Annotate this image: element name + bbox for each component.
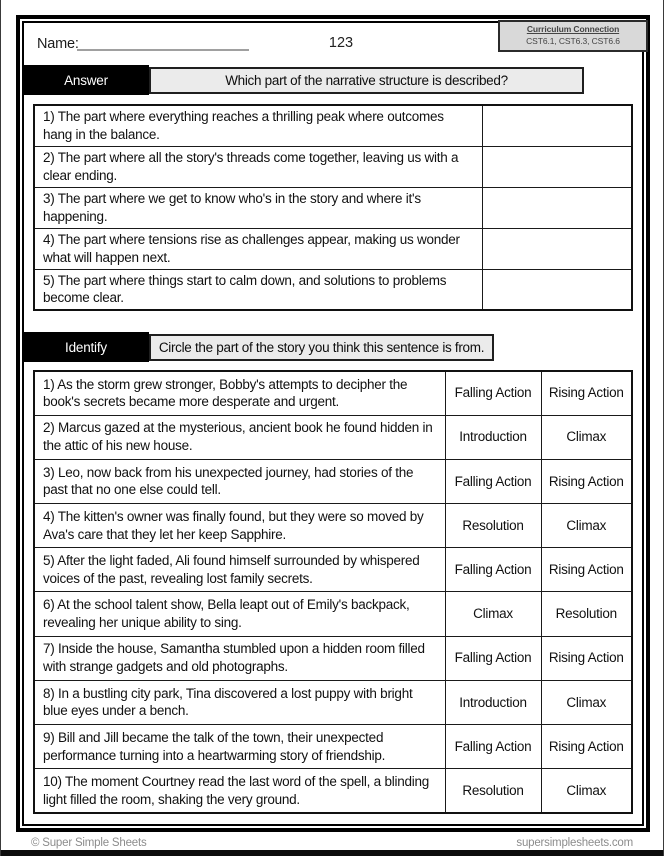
- option-cell[interactable]: Climax: [541, 680, 632, 724]
- copyright-text: © Super Simple Sheets: [31, 837, 147, 849]
- option-cell[interactable]: Introduction: [445, 415, 541, 459]
- answer-blank-cell[interactable]: [482, 228, 632, 269]
- identify-sentence: 9) Bill and Jill became the talk of the town, their unexpected performance turning into a heartwarming story of friendship.: [34, 725, 445, 769]
- option-cell[interactable]: Resolution: [445, 504, 541, 548]
- identify-table-row: [34, 459, 632, 503]
- option-cell[interactable]: Climax: [541, 769, 632, 813]
- answer-blank-cell[interactable]: [482, 105, 632, 146]
- option-cell[interactable]: Rising Action: [541, 371, 632, 415]
- option-cell[interactable]: Falling Action: [445, 636, 541, 680]
- identify-table-row: [34, 636, 632, 680]
- identify-section-instruction: Circle the part of the story you think this sentence is from.: [149, 334, 494, 361]
- identify-table-row: [34, 504, 632, 548]
- answer-table-row: [34, 187, 632, 228]
- option-cell[interactable]: Climax: [541, 415, 632, 459]
- answer-blank-cell[interactable]: [482, 146, 632, 187]
- identify-table-row: [34, 725, 632, 769]
- identify-table: [33, 370, 633, 814]
- answer-table-row: [34, 228, 632, 269]
- option-cell[interactable]: Introduction: [445, 680, 541, 724]
- identify-table-row: [34, 548, 632, 592]
- page-number: 123: [328, 35, 354, 51]
- option-cell[interactable]: Falling Action: [445, 725, 541, 769]
- answer-prompt: 1) The part where everything reaches a thrilling peak where outcomes hang in the balance.: [34, 105, 482, 146]
- name-label: Name:: [37, 36, 79, 52]
- identify-table-row: [34, 680, 632, 724]
- answer-table: [33, 104, 633, 311]
- identify-sentence: 4) The kitten's owner was finally found, but they were so moved by Ava's care that they let her keep Sapphire.: [34, 504, 445, 548]
- option-cell[interactable]: Rising Action: [541, 459, 632, 503]
- option-cell[interactable]: Falling Action: [445, 371, 541, 415]
- answer-blank-cell[interactable]: [482, 187, 632, 228]
- answer-section-label: Answer: [23, 65, 149, 95]
- identify-table-row: [34, 592, 632, 636]
- identify-table-row: [34, 769, 632, 813]
- answer-table-row: [34, 146, 632, 187]
- option-cell[interactable]: Rising Action: [541, 725, 632, 769]
- answer-blank-cell[interactable]: [482, 269, 632, 310]
- option-cell[interactable]: Rising Action: [541, 548, 632, 592]
- answer-table-row: [34, 105, 632, 146]
- identify-sentence: 3) Leo, now back from his unexpected journey, had stories of the past that no one else could tell.: [34, 459, 445, 503]
- identify-sentence: 2) Marcus gazed at the mysterious, ancient book he found hidden in the attic of his new house.: [34, 415, 445, 459]
- answer-prompt: 4) The part where tensions rise as challenges appear, making us wonder what will happen next.: [34, 228, 482, 269]
- option-cell[interactable]: Falling Action: [445, 548, 541, 592]
- curriculum-title: Curriculum Connection: [526, 24, 620, 35]
- answer-table-row: [34, 269, 632, 310]
- answer-prompt: 5) The part where things start to calm down, and solutions to problems become clear.: [34, 269, 482, 310]
- identify-section-bar: [23, 332, 494, 362]
- identify-sentence: 8) In a bustling city park, Tina discovered a lost puppy with bright blue eyes under a bench.: [34, 680, 445, 724]
- answer-prompt: 3) The part where we get to know who's in the story and where it's happening.: [34, 187, 482, 228]
- curriculum-connection-box: [498, 20, 648, 52]
- answer-prompt: 2) The part where all the story's threads come together, leaving us with a clear ending.: [34, 146, 482, 187]
- answer-section-instruction: Which part of the narrative structure is described?: [149, 67, 584, 94]
- identify-section-label: Identify: [23, 332, 149, 362]
- identify-sentence: 1) As the storm grew stronger, Bobby's attempts to decipher the book's secrets became more desperate and urgent.: [34, 371, 445, 415]
- website-text: supersimplesheets.com: [516, 837, 633, 849]
- option-cell[interactable]: Rising Action: [541, 636, 632, 680]
- identify-table-row: [34, 415, 632, 459]
- identify-sentence: 10) The moment Courtney read the last word of the spell, a blinding light filled the room, shaking the very ground.: [34, 769, 445, 813]
- option-cell[interactable]: Falling Action: [445, 459, 541, 503]
- name-input-line[interactable]: [77, 36, 249, 51]
- option-cell[interactable]: Climax: [541, 504, 632, 548]
- identify-table-row: [34, 371, 632, 415]
- curriculum-codes: CST6.1, CST6.3, CST6.6: [526, 36, 620, 46]
- option-cell[interactable]: Climax: [445, 592, 541, 636]
- option-cell[interactable]: Resolution: [445, 769, 541, 813]
- identify-sentence: 5) After the light faded, Ali found himself surrounded by whispered voices of the past, revealing lost family secrets.: [34, 548, 445, 592]
- identify-sentence: 7) Inside the house, Samantha stumbled upon a hidden room filled with strange gadgets and old photographs.: [34, 636, 445, 680]
- answer-section-bar: [23, 65, 584, 95]
- identify-sentence: 6) At the school talent show, Bella leapt out of Emily's backpack, revealing her unique ability to sing.: [34, 592, 445, 636]
- page-bottom-edge: [1, 850, 663, 856]
- option-cell[interactable]: Resolution: [541, 592, 632, 636]
